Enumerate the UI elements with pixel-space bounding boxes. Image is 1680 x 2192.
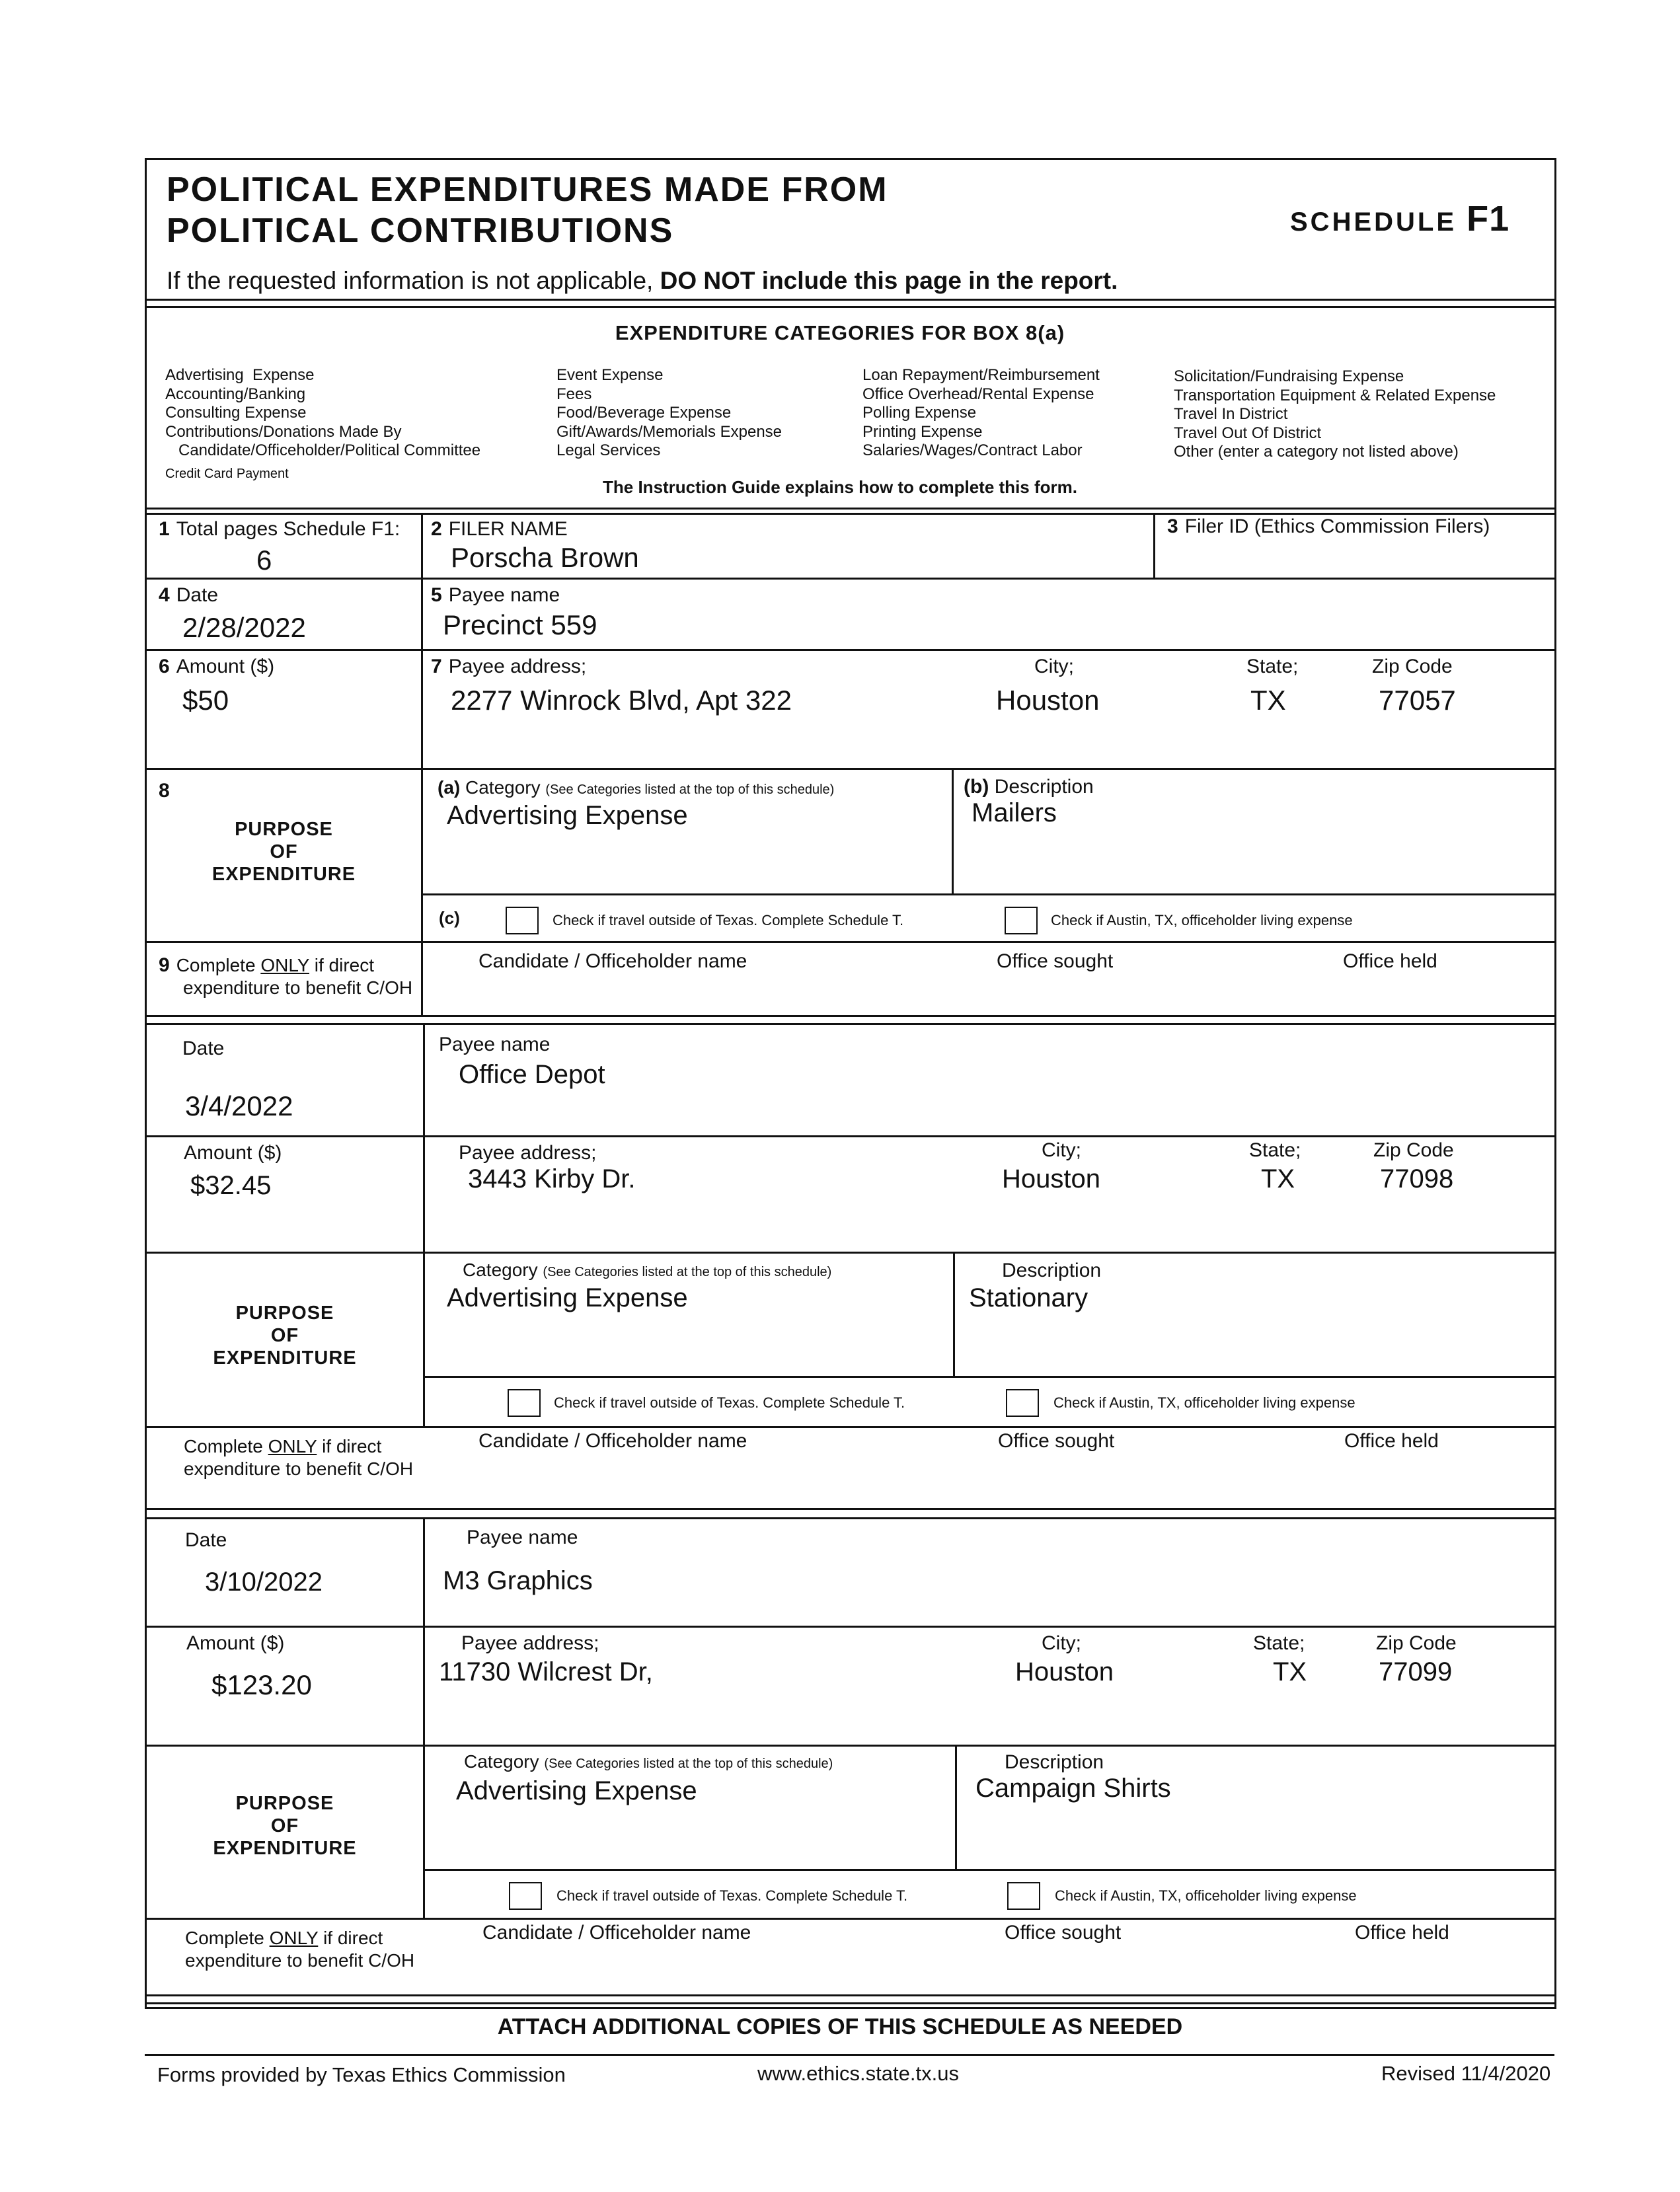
- austin-living-expense-label: Check if Austin, TX, officeholder living expense: [1051, 912, 1353, 928]
- category-text: Category: [465, 777, 541, 798]
- state-label: State;: [1253, 1632, 1305, 1654]
- if-direct-word: if direct: [322, 1436, 382, 1456]
- if-direct-word: if direct: [323, 1928, 383, 1948]
- payee-name-value: Office Depot: [459, 1060, 605, 1089]
- category-text: Category: [463, 1260, 538, 1280]
- state-value: TX: [1273, 1657, 1307, 1686]
- filer-id-text: Filer ID (Ethics Commission Filers): [1184, 515, 1490, 537]
- purpose-line3: EXPENDITURE: [213, 1838, 357, 1859]
- categories-col1-extra: Credit Card Payment: [165, 467, 289, 481]
- complete-word: Complete: [185, 1928, 264, 1948]
- purpose-line2: OF: [270, 1325, 299, 1346]
- austin-living-expense-checkbox[interactable]: [1005, 907, 1038, 934]
- austin-living-expense-label: Check if Austin, TX, officeholder living expense: [1053, 1394, 1355, 1411]
- notice-bold: DO NOT include this page in the report.: [660, 267, 1118, 294]
- divider: [145, 768, 1554, 770]
- total-pages-value: 6: [256, 545, 272, 576]
- category-label: [464, 1751, 833, 1772]
- if-direct-word: if direct: [314, 955, 375, 975]
- divider: [145, 1994, 1554, 1996]
- checkbox-letter: (c): [439, 908, 460, 928]
- revised-date: Revised 11/4/2020: [1381, 2062, 1551, 2085]
- ethics-website-link[interactable]: www.ethics.state.tx.us: [757, 2062, 959, 2085]
- travel-outside-texas-checkbox[interactable]: [506, 907, 539, 934]
- categories-heading: EXPENDITURE CATEGORIES FOR BOX 8(a): [615, 321, 1065, 344]
- date-text: Date: [176, 584, 219, 606]
- amount-label: [159, 656, 274, 678]
- box-number: 9: [159, 954, 170, 976]
- complete-note-line2: expenditure to benefit C/OH: [185, 1950, 415, 1971]
- zip-value: 77098: [1380, 1164, 1454, 1193]
- state-value: TX: [1261, 1164, 1295, 1193]
- box-number: 7: [431, 656, 442, 677]
- austin-living-expense-label: Check if Austin, TX, officeholder living expense: [1055, 1887, 1357, 1904]
- form-title-line2: POLITICAL CONTRIBUTIONS: [167, 211, 674, 250]
- complete-note-line2: expenditure to benefit C/OH: [184, 1458, 414, 1479]
- divider: [145, 1015, 1554, 1017]
- description-value: Mailers: [972, 798, 1057, 827]
- divider: [145, 1745, 1554, 1747]
- category-letter: (a): [438, 777, 461, 798]
- column-divider: [952, 768, 954, 893]
- travel-outside-texas-label: Check if travel outside of Texas. Complete Schedule T.: [554, 1394, 905, 1411]
- notice-text: If the requested information is not applicable,: [167, 267, 654, 294]
- office-sought-label: Office sought: [998, 1430, 1115, 1452]
- city-value: Houston: [996, 685, 1100, 716]
- austin-living-expense-checkbox[interactable]: [1006, 1389, 1039, 1417]
- schedule-code: F1: [1467, 199, 1510, 239]
- description-letter: (b): [964, 776, 989, 798]
- travel-outside-texas-checkbox[interactable]: [508, 1389, 541, 1417]
- office-held-label: Office held: [1355, 1922, 1449, 1944]
- divider: [145, 306, 1554, 308]
- box-number: 6: [159, 656, 170, 677]
- categories-col1: Advertising Expense Accounting/Banking Consulting Expense Contributions/Donations Made By Candidate/Officeholder/Political Committee: [165, 366, 481, 459]
- form-title: [167, 169, 888, 251]
- category-label: [463, 1260, 831, 1281]
- only-word: ONLY: [269, 1928, 319, 1948]
- date-value: 3/4/2022: [185, 1090, 293, 1121]
- state-value: TX: [1250, 685, 1286, 716]
- purpose-line1: PURPOSE: [235, 1793, 334, 1814]
- column-divider: [953, 1252, 955, 1376]
- date-label: [159, 584, 218, 607]
- payee-address-label: [431, 656, 586, 678]
- date-value: 2/28/2022: [182, 612, 306, 643]
- payee-name-value: M3 Graphics: [443, 1566, 593, 1595]
- purpose-of-expenditure: [147, 1302, 423, 1369]
- divider: [145, 649, 1554, 651]
- divider: [145, 1508, 1554, 1510]
- total-pages-label: [159, 518, 400, 541]
- payee-address-value: 2277 Winrock Blvd, Apt 322: [451, 685, 792, 716]
- category-hint: (See Categories listed at the top of this schedule): [545, 782, 835, 797]
- category-value: Advertising Expense: [456, 1776, 697, 1805]
- office-sought-label: Office sought: [1005, 1922, 1122, 1944]
- divider: [145, 513, 1554, 515]
- divider: [145, 1918, 1554, 1920]
- date-label: Date: [182, 1038, 225, 1059]
- amount-label: Amount ($): [186, 1632, 285, 1654]
- candidate-name-label: Candidate / Officeholder name: [482, 1922, 751, 1944]
- instruction-guide-note: The Instruction Guide explains how to complete this form.: [603, 477, 1077, 497]
- purpose-of-expenditure: [147, 1792, 423, 1860]
- date-value: 3/10/2022: [205, 1568, 323, 1597]
- only-word: ONLY: [268, 1436, 317, 1456]
- zip-label: Zip Code: [1373, 1139, 1454, 1161]
- box-8-number: [159, 780, 176, 802]
- column-divider: [421, 513, 423, 1015]
- payee-address-label: Payee address;: [459, 1142, 597, 1164]
- schedule-label: [1290, 198, 1509, 239]
- zip-label: Zip Code: [1376, 1632, 1457, 1654]
- divider: [145, 1023, 1554, 1025]
- complete-word: Complete: [176, 955, 256, 975]
- travel-outside-texas-checkbox[interactable]: [509, 1882, 542, 1910]
- amount-value: $32.45: [190, 1171, 272, 1200]
- forms-provided-by: Forms provided by Texas Ethics Commission: [157, 2063, 566, 2086]
- column-divider: [423, 1517, 425, 1918]
- divider: [145, 578, 1554, 580]
- divider: [145, 2054, 1554, 2056]
- payee-address-value: 3443 Kirby Dr.: [468, 1164, 636, 1193]
- category-hint: (See Categories listed at the top of this schedule): [544, 1757, 833, 1771]
- zip-value: 77099: [1379, 1657, 1453, 1686]
- category-value: Advertising Expense: [447, 1283, 688, 1312]
- divider: [145, 1252, 1554, 1254]
- city-label: City;: [1042, 1632, 1081, 1654]
- divider: [145, 2002, 1554, 2004]
- filer-id-label: [1167, 515, 1490, 538]
- complete-note-line2: expenditure to benefit C/OH: [183, 977, 413, 998]
- payee-name-text: Payee name: [448, 584, 560, 606]
- city-value: Houston: [1015, 1657, 1114, 1686]
- complete-only-note: [185, 1927, 414, 1972]
- box-number: 3: [1167, 515, 1178, 537]
- payee-name-label: Payee name: [439, 1034, 551, 1055]
- purpose-line1: PURPOSE: [235, 819, 333, 840]
- payee-address-text: Payee address;: [448, 656, 587, 677]
- amount-value: $50: [182, 685, 229, 716]
- payee-address-value: 11730 Wilcrest Dr,: [439, 1657, 653, 1686]
- box-number: 8: [159, 780, 170, 802]
- filer-name-text: FILER NAME: [448, 518, 568, 540]
- purpose-line3: EXPENDITURE: [211, 864, 356, 885]
- date-label: Date: [185, 1529, 227, 1551]
- payee-name-label: Payee name: [467, 1527, 578, 1548]
- state-label: State;: [1249, 1139, 1301, 1161]
- description-text: Description: [994, 776, 1094, 798]
- category-text: Category: [464, 1751, 539, 1772]
- zip-value: 77057: [1379, 685, 1456, 716]
- description-value: Stationary: [969, 1283, 1088, 1312]
- description-value: Campaign Shirts: [975, 1774, 1171, 1803]
- not-applicable-notice: [167, 267, 1118, 295]
- purpose-of-expenditure: [147, 818, 421, 886]
- payee-address-label: Payee address;: [461, 1632, 599, 1654]
- amount-label: Amount ($): [184, 1142, 282, 1164]
- only-word: ONLY: [260, 955, 309, 975]
- purpose-line2: OF: [270, 1815, 299, 1836]
- attach-additional-copies: ATTACH ADDITIONAL COPIES OF THIS SCHEDULE AS NEEDED: [497, 2014, 1183, 2039]
- office-held-label: Office held: [1344, 1430, 1439, 1452]
- filer-name-label: [431, 518, 568, 541]
- categories-col4: Solicitation/Fundraising Expense Transportation Equipment & Related Expense Travel In District Travel Out Of District Other (enter a category not listed above): [1174, 367, 1496, 461]
- payee-name-value: Precinct 559: [443, 609, 597, 640]
- amount-text: Amount ($): [176, 656, 275, 677]
- candidate-name-label: Candidate / Officeholder name: [478, 1430, 747, 1452]
- city-label: City;: [1034, 656, 1074, 677]
- divider: [145, 1517, 1554, 1519]
- categories-col3: Loan Repayment/Reimbursement Office Overhead/Rental Expense Polling Expense Printing Expense Salaries/Wages/Contract Labor: [862, 366, 1100, 459]
- form-title-line1: POLITICAL EXPENDITURES MADE FROM: [167, 170, 888, 209]
- box-number: 5: [431, 584, 442, 606]
- box-number: 1: [159, 518, 170, 540]
- description-label: Description: [1002, 1260, 1102, 1281]
- category-value: Advertising Expense: [447, 801, 688, 830]
- city-value: Houston: [1002, 1164, 1100, 1193]
- state-label: State;: [1246, 656, 1299, 677]
- description-label: [964, 776, 1094, 798]
- total-pages-text: Total pages Schedule F1:: [176, 518, 401, 540]
- divider: [145, 941, 1554, 943]
- office-held-label: Office held: [1343, 950, 1437, 972]
- city-label: City;: [1042, 1139, 1081, 1161]
- complete-only-note: [184, 1435, 413, 1480]
- purpose-line2: OF: [270, 841, 298, 862]
- column-divider: [955, 1745, 957, 1869]
- divider: [145, 1135, 1554, 1137]
- candidate-name-label: Candidate / Officeholder name: [478, 950, 747, 972]
- travel-outside-texas-label: Check if travel outside of Texas. Complete Schedule T.: [556, 1887, 908, 1904]
- filer-name-value: Porscha Brown: [451, 542, 639, 573]
- box-number: 2: [431, 518, 442, 540]
- categories-col2: Event Expense Fees Food/Beverage Expense Gift/Awards/Memorials Expense Legal Services: [556, 366, 783, 459]
- travel-outside-texas-label: Check if travel outside of Texas. Complete Schedule T.: [553, 912, 904, 928]
- checkbox-group-label: [439, 908, 460, 928]
- divider: [423, 1376, 1554, 1378]
- zip-label: Zip Code: [1372, 656, 1453, 677]
- divider: [145, 508, 1554, 510]
- column-divider: [423, 1023, 425, 1426]
- divider: [423, 893, 1554, 895]
- box-number: 4: [159, 584, 170, 606]
- austin-living-expense-checkbox[interactable]: [1007, 1882, 1040, 1910]
- description-label: Description: [1005, 1751, 1104, 1773]
- category-label: [438, 777, 834, 798]
- divider: [145, 299, 1554, 301]
- divider: [423, 1869, 1554, 1871]
- amount-value: $123.20: [211, 1669, 312, 1700]
- office-sought-label: Office sought: [997, 950, 1114, 972]
- divider: [145, 1426, 1554, 1428]
- complete-word: Complete: [184, 1436, 263, 1456]
- complete-only-note: [159, 954, 412, 999]
- divider: [145, 1626, 1554, 1628]
- category-hint: (See Categories listed at the top of this schedule): [543, 1265, 832, 1279]
- purpose-line1: PURPOSE: [235, 1303, 334, 1324]
- schedule-word: SCHEDULE: [1290, 208, 1457, 237]
- column-divider: [1153, 513, 1155, 578]
- payee-name-label: [431, 584, 560, 607]
- purpose-line3: EXPENDITURE: [213, 1347, 357, 1369]
